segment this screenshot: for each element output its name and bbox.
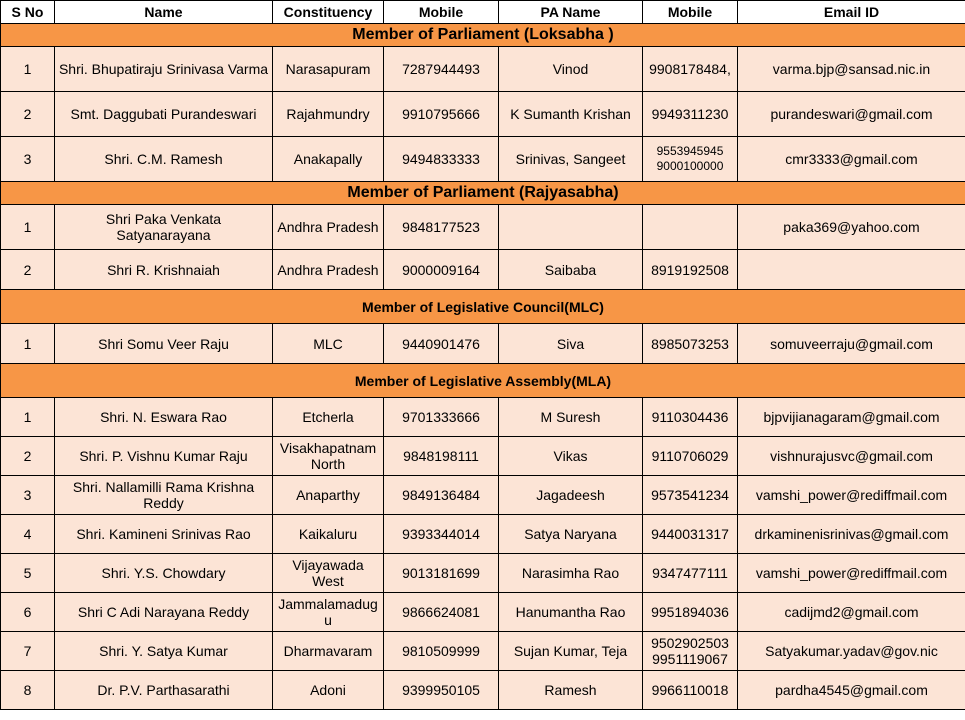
pa-mobile-cell: 9908178484, xyxy=(643,47,738,92)
email-cell: cmr3333@gmail.com xyxy=(738,137,965,182)
sno-cell: 2 xyxy=(1,437,55,476)
name-cell: Shri. Nallamilli Rama Krishna Reddy xyxy=(55,476,273,515)
email-cell: vamshi_power@rediffmail.com xyxy=(738,554,965,593)
section-title: Member of Legislative Assembly(MLA) xyxy=(1,364,965,398)
email-cell: vishnurajusvc@gmail.com xyxy=(738,437,965,476)
table-row xyxy=(1,671,965,710)
pa-mobile-cell: 9951894036 xyxy=(643,593,738,632)
mobile-cell: 9848177523 xyxy=(384,205,499,250)
table-row xyxy=(1,324,965,364)
header-mobile: Mobile xyxy=(384,1,499,24)
pa-name-cell: Saibaba xyxy=(499,250,643,290)
header-row xyxy=(1,1,965,24)
table-row xyxy=(1,554,965,593)
mobile-cell: 9000009164 xyxy=(384,250,499,290)
constituency-cell: Kaikaluru xyxy=(273,515,384,554)
mobile-cell: 7287944493 xyxy=(384,47,499,92)
name-cell: Shri. Bhupatiraju Srinivasa Varma xyxy=(55,47,273,92)
sno-cell: 3 xyxy=(1,137,55,182)
pa-mobile-cell xyxy=(643,137,738,182)
pa-name-cell: Srinivas, Sangeet xyxy=(499,137,643,182)
constituency-cell: Narasapuram xyxy=(273,47,384,92)
table-row xyxy=(1,205,965,250)
pa-name-cell: Satya Naryana xyxy=(499,515,643,554)
pa-name-cell: Jagadeesh xyxy=(499,476,643,515)
table-row xyxy=(1,593,965,632)
table-row xyxy=(1,515,965,554)
header-name: Name xyxy=(55,1,273,24)
table-row xyxy=(1,476,965,515)
constituency-cell: Anaparthy xyxy=(273,476,384,515)
pa-mobile-line: 9502902503 xyxy=(651,635,729,651)
section-title: Member of Parliament (Loksabha ) xyxy=(1,24,965,47)
constituency-cell: Dharmavaram xyxy=(273,632,384,671)
pa-mobile-cell: 9966110018 xyxy=(643,671,738,710)
constituency-cell: Jammalamadugu xyxy=(273,593,384,632)
mobile-cell: 9013181699 xyxy=(384,554,499,593)
constituency-cell: Adoni xyxy=(273,671,384,710)
pa-name-cell xyxy=(499,205,643,250)
sno-cell: 7 xyxy=(1,632,55,671)
header-constituency: Constituency xyxy=(273,1,384,24)
name-cell: Shri. P. Vishnu Kumar Raju xyxy=(55,437,273,476)
pa-mobile-cell: 9110304436 xyxy=(643,398,738,437)
email-cell: pardha4545@gmail.com xyxy=(738,671,965,710)
name-cell: Shri. N. Eswara Rao xyxy=(55,398,273,437)
sno-cell: 1 xyxy=(1,47,55,92)
section-header-rajyasabha xyxy=(1,182,965,205)
header-pa-mobile: Mobile xyxy=(643,1,738,24)
mobile-cell: 9849136484 xyxy=(384,476,499,515)
header-sno: S No xyxy=(1,1,55,24)
pa-mobile-cell: 9110706029 xyxy=(643,437,738,476)
sno-cell: 8 xyxy=(1,671,55,710)
email-cell xyxy=(738,250,965,290)
sno-cell: 1 xyxy=(1,324,55,364)
name-cell: Shri R. Krishnaiah xyxy=(55,250,273,290)
mobile-cell: 9810509999 xyxy=(384,632,499,671)
email-cell: cadijmd2@gmail.com xyxy=(738,593,965,632)
email-cell: paka369@yahoo.com xyxy=(738,205,965,250)
pa-name-cell: Siva xyxy=(499,324,643,364)
sno-cell: 2 xyxy=(1,92,55,137)
sno-cell: 2 xyxy=(1,250,55,290)
mobile-cell: 9494833333 xyxy=(384,137,499,182)
constituency-cell: Vijayawada West xyxy=(273,554,384,593)
constituency-cell: Andhra Pradesh xyxy=(273,250,384,290)
section-title: Member of Parliament (Rajyasabha) xyxy=(1,182,965,205)
mobile-cell: 9910795666 xyxy=(384,92,499,137)
email-cell: varma.bjp@sansad.nic.in xyxy=(738,47,965,92)
constituency-cell: Andhra Pradesh xyxy=(273,205,384,250)
pa-mobile-cell xyxy=(643,205,738,250)
pa-name-cell: Ramesh xyxy=(499,671,643,710)
email-cell: somuveerraju@gmail.com xyxy=(738,324,965,364)
table-row xyxy=(1,250,965,290)
mobile-cell: 9440901476 xyxy=(384,324,499,364)
email-cell: Satyakumar.yadav@gov.nic xyxy=(738,632,965,671)
pa-mobile-cell: 9440031317 xyxy=(643,515,738,554)
header-pa-name: PA Name xyxy=(499,1,643,24)
name-cell: Shri. Y.S. Chowdary xyxy=(55,554,273,593)
name-cell: Dr. P.V. Parthasarathi xyxy=(55,671,273,710)
table-row xyxy=(1,437,965,476)
mobile-cell: 9393344014 xyxy=(384,515,499,554)
table-row xyxy=(1,137,965,182)
pa-mobile-cell: 9347477111 xyxy=(643,554,738,593)
pa-mobile-line: 9951119067 xyxy=(652,651,728,667)
pa-name-cell: Hanumantha Rao xyxy=(499,593,643,632)
email-cell: drkaminenisrinivas@gmail.com xyxy=(738,515,965,554)
mobile-cell: 9701333666 xyxy=(384,398,499,437)
pa-mobile-line: 9553945945 xyxy=(656,144,724,158)
constituency-cell: Rajahmundry xyxy=(273,92,384,137)
header-email: Email ID xyxy=(738,1,965,24)
pa-mobile-cell: 9949311230 xyxy=(643,92,738,137)
name-cell: Smt. Daggubati Purandeswari xyxy=(55,92,273,137)
pa-name-cell: K Sumanth Krishan xyxy=(499,92,643,137)
mobile-cell: 9866624081 xyxy=(384,593,499,632)
name-cell: Shri. C.M. Ramesh xyxy=(55,137,273,182)
name-cell: Shri C Adi Narayana Reddy xyxy=(55,593,273,632)
name-cell: Shri Somu Veer Raju xyxy=(55,324,273,364)
sno-cell: 1 xyxy=(1,205,55,250)
section-title: Member of Legislative Council(MLC) xyxy=(1,290,965,324)
sno-cell: 1 xyxy=(1,398,55,437)
email-cell: purandeswari@gmail.com xyxy=(738,92,965,137)
section-header-loksabha xyxy=(1,24,965,47)
pa-mobile-cell: 8985073253 xyxy=(643,324,738,364)
sno-cell: 5 xyxy=(1,554,55,593)
constituency-cell: Anakapally xyxy=(273,137,384,182)
pa-mobile-cell: 8919192508 xyxy=(643,250,738,290)
email-cell: bjpvijianagaram@gmail.com xyxy=(738,398,965,437)
name-cell: Shri. Kamineni Srinivas Rao xyxy=(55,515,273,554)
pa-name-cell: M Suresh xyxy=(499,398,643,437)
sno-cell: 6 xyxy=(1,593,55,632)
pa-name-cell: Vinod xyxy=(499,47,643,92)
mobile-cell: 9399950105 xyxy=(384,671,499,710)
pa-mobile-cell xyxy=(643,632,738,671)
pa-mobile-cell: 9573541234 xyxy=(643,476,738,515)
pa-name-cell: Narasimha Rao xyxy=(499,554,643,593)
table-row xyxy=(1,398,965,437)
email-cell: vamshi_power@rediffmail.com xyxy=(738,476,965,515)
table-row xyxy=(1,47,965,92)
sno-cell: 4 xyxy=(1,515,55,554)
constituency-cell: Etcherla xyxy=(273,398,384,437)
pa-name-cell: Vikas xyxy=(499,437,643,476)
section-header-mlc xyxy=(1,290,965,324)
pa-name-cell: Sujan Kumar, Teja xyxy=(499,632,643,671)
sno-cell: 3 xyxy=(1,476,55,515)
section-header-mla xyxy=(1,364,965,398)
table-row xyxy=(1,632,965,671)
constituency-cell: Visakhapatnam North xyxy=(273,437,384,476)
name-cell: Shri. Y. Satya Kumar xyxy=(55,632,273,671)
name-cell: Shri Paka Venkata Satyanarayana xyxy=(55,205,273,250)
constituency-cell: MLC xyxy=(273,324,384,364)
pa-mobile-line: 9000100000 xyxy=(656,159,724,173)
mobile-cell: 9848198111 xyxy=(384,437,499,476)
table-row xyxy=(1,92,965,137)
